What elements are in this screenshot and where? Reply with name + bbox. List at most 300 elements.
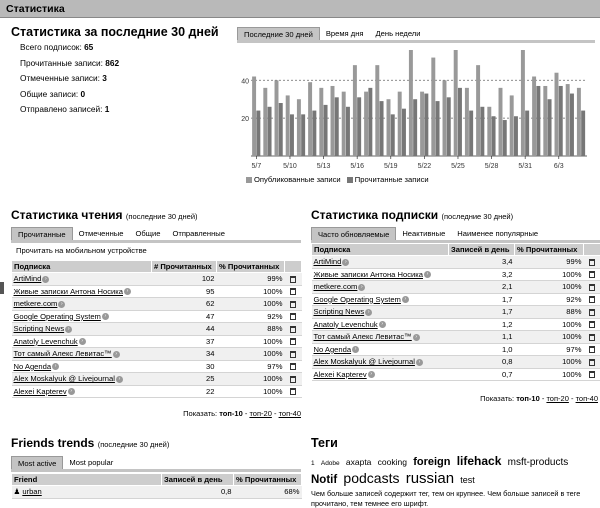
row-actions-cell	[285, 323, 302, 336]
subscription-link[interactable]: Scripting News	[13, 324, 65, 334]
row-value-cell: 1,2	[449, 318, 515, 331]
subs-table	[311, 243, 600, 381]
trash-icon[interactable]	[290, 338, 296, 345]
table-row	[12, 348, 302, 361]
friends-table	[11, 473, 302, 499]
row-value-cell: 34	[152, 348, 217, 361]
reading-tab-underline	[11, 240, 301, 243]
tag-link[interactable]: Adobe	[320, 460, 340, 467]
bar-published	[286, 95, 290, 156]
row-value-cell: 1,0	[449, 343, 515, 356]
bar-published	[409, 50, 413, 156]
tag-link[interactable]: Notif	[311, 474, 338, 486]
row-actions-cell	[285, 285, 302, 298]
bar-published	[398, 92, 402, 156]
bar-published	[566, 84, 570, 156]
pager-sep: -	[541, 394, 545, 403]
bar-published	[454, 50, 458, 156]
subscription-link[interactable]: No Agenda	[313, 344, 352, 354]
x-tick-label: 5/25	[451, 163, 465, 170]
row-subscription-cell	[12, 373, 152, 386]
summary-label: Прочитанные записи:	[20, 57, 103, 68]
bar-read	[458, 88, 462, 156]
collapse-handle[interactable]	[0, 282, 4, 294]
bar-published	[252, 77, 256, 157]
summary-label: Отправлено записей:	[20, 104, 103, 114]
row-value-cell: 47	[152, 310, 217, 323]
bar-published	[577, 88, 581, 156]
summary-value: 1	[104, 104, 110, 114]
trash-icon[interactable]	[589, 284, 595, 291]
row-actions-cell	[584, 318, 600, 331]
subs-title-text: Статистика подписки	[311, 208, 439, 222]
trash-icon[interactable]	[290, 276, 296, 283]
bar-read	[570, 94, 574, 156]
pager-sep: -	[273, 409, 277, 418]
row-percent-cell: 100%	[515, 331, 584, 344]
tab-starred[interactable]: Отмеченные	[78, 229, 124, 238]
bar-published	[465, 88, 469, 156]
subscription-link[interactable]: Google Operating System	[13, 311, 101, 321]
x-tick-label: 5/16	[350, 163, 364, 170]
subscription-link[interactable]: Google Operating System	[313, 294, 401, 304]
bar-read	[402, 109, 406, 156]
col-actions	[285, 261, 302, 273]
subscription-link[interactable]: Тот самый Алекс Левитас™	[13, 349, 112, 359]
table-row	[312, 268, 600, 281]
legend-swatch-read	[347, 177, 353, 183]
open-arrow-icon[interactable]: ›	[68, 388, 75, 395]
tag-cloud	[311, 454, 600, 488]
tag-link[interactable]: podcasts	[343, 470, 400, 486]
subs-tabs	[311, 227, 600, 241]
x-tick-label: 5/22	[417, 163, 432, 170]
tab-inactive[interactable]: Неактивные	[402, 229, 446, 238]
tab-frequent[interactable]: Часто обновляемые	[311, 227, 396, 241]
row-actions-cell	[285, 298, 302, 311]
bar-published	[510, 95, 514, 156]
trash-icon[interactable]	[290, 326, 296, 333]
open-arrow-icon[interactable]: ›	[52, 363, 59, 370]
x-tick-label: 5/13	[316, 163, 331, 170]
bar-read	[581, 111, 585, 156]
bar-read	[368, 88, 372, 156]
bar-published	[342, 92, 346, 156]
table-row	[312, 331, 600, 344]
subscription-link[interactable]: Alex Moskalyuk @ Livejournal	[313, 357, 415, 367]
summary-value: 3	[102, 73, 107, 83]
table-row	[312, 368, 600, 381]
trash-icon[interactable]	[589, 334, 595, 341]
row-value-cell: 25	[152, 373, 217, 386]
pager-top40[interactable]: топ-40	[278, 409, 301, 418]
bar-published	[319, 88, 323, 156]
open-arrow-icon[interactable]: ›	[413, 334, 420, 341]
bar-read	[413, 99, 417, 156]
row-value-cell: 62	[152, 298, 217, 311]
row-actions-cell	[584, 306, 600, 319]
x-tick-label: 6/3	[553, 163, 564, 170]
row-percent-cell: 100%	[515, 368, 584, 381]
row-actions-cell	[285, 273, 302, 286]
tag-link[interactable]: 1	[311, 460, 315, 467]
table-row	[312, 318, 600, 331]
bar-read	[346, 107, 350, 156]
bar-published	[331, 86, 335, 156]
open-arrow-icon[interactable]: ›	[102, 313, 109, 320]
tab-time-of-day[interactable]: Время дня	[325, 29, 364, 38]
subs-subtitle: (последние 30 дней)	[441, 212, 514, 221]
subscription-link[interactable]: Anatoly Levenchuk	[13, 336, 78, 346]
row-subscription-cell	[312, 331, 449, 344]
bar-read	[424, 94, 428, 156]
table-row	[12, 385, 302, 398]
subscription-link[interactable]: urban	[22, 487, 42, 497]
tab-most-active[interactable]: Most active	[11, 456, 63, 470]
row-value-cell: 3,4	[449, 256, 515, 269]
row-actions-cell	[584, 343, 600, 356]
x-tick-label: 5/10	[283, 163, 297, 170]
open-arrow-icon[interactable]: ›	[79, 338, 86, 345]
subscription-link[interactable]: Живые записки Антона Носика	[13, 286, 123, 296]
bar-read	[391, 114, 395, 156]
legend-swatch-published	[246, 177, 252, 183]
pager-top10[interactable]: топ-10	[219, 409, 243, 418]
row-subscription-cell	[12, 323, 152, 336]
row-percent-cell: 88%	[217, 323, 285, 336]
pager-top20[interactable]: топ-20	[546, 394, 569, 403]
row-percent-cell: 100%	[515, 268, 584, 281]
friends-tab-underline	[11, 469, 301, 472]
row-percent-cell: 99%	[515, 256, 584, 269]
row-subscription-cell	[12, 310, 152, 323]
subscription-link[interactable]: Живые записки Антона Носика	[313, 269, 423, 279]
trash-icon[interactable]	[290, 363, 296, 370]
trash-icon[interactable]	[589, 346, 595, 353]
row-value-cell: 22	[152, 385, 217, 398]
bar-read	[492, 116, 496, 156]
bar-read	[335, 97, 339, 156]
tab-read[interactable]: Прочитанные	[11, 227, 73, 241]
summary-label: Отмеченные записи:	[20, 73, 100, 83]
row-value-cell: 102	[152, 273, 217, 286]
open-arrow-icon[interactable]: ›	[352, 346, 359, 353]
row-value-cell: 37	[152, 335, 217, 348]
open-arrow-icon[interactable]: ›	[58, 301, 65, 308]
col-read-percent[interactable]: % Прочитанных	[515, 244, 584, 256]
table-row	[12, 310, 302, 323]
tag-link[interactable]: test	[460, 475, 475, 485]
row-value-cell: 2,1	[449, 281, 515, 294]
reading-table	[11, 260, 302, 398]
col-friend[interactable]: Friend	[12, 474, 162, 486]
row-percent-cell: 99%	[217, 273, 285, 286]
summary-row	[20, 89, 119, 105]
trash-icon[interactable]	[589, 309, 595, 316]
subscription-link[interactable]: Anatoly Levenchuk	[313, 319, 378, 329]
col-subscription[interactable]: Подписка	[12, 261, 152, 273]
y-tick-label: 40	[241, 78, 249, 86]
tab-last-30-days[interactable]: Последние 30 дней	[237, 27, 320, 41]
trash-icon[interactable]	[589, 321, 595, 328]
col-actions	[584, 244, 600, 256]
pager-sep: -	[570, 394, 574, 403]
open-arrow-icon[interactable]: ›	[379, 321, 386, 328]
row-subscription-cell	[12, 348, 152, 361]
tab-shared[interactable]: Общие	[135, 229, 161, 238]
summary-row	[20, 58, 119, 74]
pager-top20[interactable]: топ-20	[249, 409, 272, 418]
table-row	[12, 273, 302, 286]
summary-row	[20, 42, 119, 58]
bar-published	[263, 88, 267, 156]
summary-label: Всего подписок:	[20, 42, 82, 52]
bar-read	[514, 116, 518, 156]
bar-published	[543, 86, 547, 156]
friends-subtitle: (последние 30 дней)	[97, 440, 170, 449]
reading-tabs	[11, 227, 301, 241]
row-actions-cell	[285, 335, 302, 348]
row-subscription-cell	[12, 360, 152, 373]
col-posts-per-day[interactable]: Записей в день	[449, 244, 515, 256]
pager-label: Показать:	[480, 394, 515, 403]
bar-read	[357, 97, 361, 156]
pager-label: Показать:	[183, 409, 218, 418]
tag-link[interactable]: axapta	[345, 457, 372, 467]
table-row	[312, 281, 600, 294]
trash-icon[interactable]	[290, 313, 296, 320]
tab-sent[interactable]: Отправленные	[172, 229, 225, 238]
row-actions-cell	[584, 293, 600, 306]
row-value-cell: 3,2	[449, 268, 515, 281]
summary-value: 862	[105, 57, 120, 68]
tag-link[interactable]: cooking	[377, 457, 407, 467]
row-percent-cell: 100%	[515, 356, 584, 369]
bar-read	[447, 97, 451, 156]
row-percent-cell: 100%	[217, 373, 285, 386]
tag-link[interactable]: russian	[405, 470, 455, 487]
summary-value: 0	[80, 88, 86, 99]
bar-published	[308, 82, 312, 156]
row-actions-cell	[584, 368, 600, 381]
bar-published	[297, 99, 301, 156]
row-actions-cell	[584, 268, 600, 281]
reading-subtitle: (последние 30 дней)	[125, 212, 198, 221]
x-tick-label: 5/31	[518, 163, 532, 170]
bar-published	[431, 58, 435, 156]
trash-icon[interactable]	[290, 388, 296, 395]
bar-read	[436, 101, 440, 156]
subscription-link[interactable]: Alexei Kapterev	[313, 369, 367, 379]
open-arrow-icon[interactable]: ›	[342, 259, 349, 266]
subscription-link[interactable]: Alexei Kapterev	[13, 386, 67, 396]
row-actions-cell	[285, 373, 302, 386]
subs-pager	[311, 394, 598, 403]
row-percent-cell: 100%	[217, 385, 285, 398]
table-row	[12, 486, 302, 499]
x-tick-label: 5/19	[383, 163, 398, 170]
open-arrow-icon[interactable]: ›	[124, 288, 131, 295]
bar-read	[279, 103, 283, 156]
row-value-cell: 44	[152, 323, 217, 336]
bar-read	[268, 107, 272, 156]
bar-read	[548, 99, 552, 156]
open-arrow-icon[interactable]: ›	[365, 309, 372, 316]
subscription-link[interactable]: metkere.com	[13, 299, 58, 309]
row-percent-cell: 100%	[515, 318, 584, 331]
bar-read	[525, 111, 529, 156]
row-actions-cell	[584, 356, 600, 369]
open-arrow-icon[interactable]: ›	[416, 359, 423, 366]
summary-title: Статистика за последние 30 дней	[11, 25, 219, 39]
row-subscription-cell	[12, 486, 162, 499]
open-arrow-icon[interactable]: ›	[368, 371, 375, 378]
subscription-link[interactable]: No Agenda	[13, 361, 52, 371]
friends-title	[11, 436, 169, 450]
row-value-cell: 1,7	[449, 293, 515, 306]
row-percent-cell: 100%	[217, 335, 285, 348]
table-row	[312, 306, 600, 319]
trash-icon[interactable]	[589, 296, 595, 303]
row-subscription-cell	[312, 343, 449, 356]
subscription-link[interactable]: metkere.com	[313, 282, 358, 292]
trash-icon[interactable]	[589, 359, 595, 366]
trash-icon[interactable]	[290, 376, 296, 383]
row-actions-cell	[584, 331, 600, 344]
tag-link[interactable]: lifehack	[456, 454, 502, 468]
subscription-link[interactable]: Alex Moskalyuk @ Livejournal	[13, 374, 115, 384]
summary-value: 65	[84, 42, 94, 52]
col-posts-per-day[interactable]: Записей в день	[162, 474, 234, 486]
subscription-link[interactable]: Тот самый Алекс Левитас™	[313, 332, 412, 342]
legend-read: Прочитанные записи	[354, 175, 429, 184]
trash-icon[interactable]	[290, 351, 296, 358]
subscription-link[interactable]: ArtiMind	[13, 274, 42, 284]
open-arrow-icon[interactable]: ›	[42, 276, 49, 283]
bar-published	[443, 80, 447, 156]
reading-pager	[11, 409, 301, 418]
row-subscription-cell	[12, 385, 152, 398]
row-percent-cell: 100%	[515, 281, 584, 294]
tab-least-popular[interactable]: Наименее популярные	[457, 229, 539, 238]
subscription-link[interactable]: Scripting News	[313, 307, 365, 317]
bar-published	[353, 65, 357, 156]
table-row	[12, 360, 302, 373]
row-value-cell: 0,8	[449, 356, 515, 369]
open-arrow-icon[interactable]: ›	[113, 351, 120, 358]
bar-published	[387, 99, 391, 156]
row-actions-cell	[285, 348, 302, 361]
table-row	[312, 356, 600, 369]
row-percent-cell: 88%	[515, 306, 584, 319]
row-percent-cell: 92%	[217, 310, 285, 323]
trash-icon[interactable]	[290, 288, 296, 295]
mobile-read-link[interactable]: Прочитать на мобильном устройстве	[16, 246, 147, 255]
table-row	[12, 285, 302, 298]
x-tick-label: 5/7	[251, 163, 262, 170]
row-actions-cell	[285, 360, 302, 373]
row-percent-cell: 100%	[217, 285, 285, 298]
row-percent-cell: 100%	[217, 348, 285, 361]
row-subscription-cell	[312, 256, 449, 269]
bar-published	[364, 92, 368, 156]
tags-title: Теги	[311, 436, 338, 450]
open-arrow-icon[interactable]: ›	[424, 271, 431, 278]
row-subscription-cell	[312, 368, 449, 381]
trash-icon[interactable]	[589, 259, 595, 266]
page-header: Статистика	[0, 0, 600, 18]
reading-title	[11, 208, 198, 222]
col-read-count[interactable]: # Прочитанных	[152, 261, 217, 273]
open-arrow-icon[interactable]: ›	[358, 284, 365, 291]
bar-published	[555, 73, 559, 156]
col-subscription[interactable]: Подписка	[312, 244, 449, 256]
bar-read	[301, 114, 305, 156]
row-subscription-cell	[312, 293, 449, 306]
bar-published	[375, 65, 379, 156]
tag-link[interactable]: msft-products	[507, 457, 569, 468]
table-row	[12, 323, 302, 336]
row-percent-cell: 100%	[217, 298, 285, 311]
subs-title	[311, 208, 513, 222]
row-subscription-cell	[312, 356, 449, 369]
pager-top40[interactable]: топ-40	[575, 394, 598, 403]
row-percent-cell: 92%	[515, 293, 584, 306]
row-value-cell: 95	[152, 285, 217, 298]
tab-most-popular[interactable]: Most popular	[69, 458, 114, 467]
row-value-cell: 0,7	[449, 368, 515, 381]
col-read-percent[interactable]: % Прочитанных	[217, 261, 285, 273]
row-subscription-cell	[312, 268, 449, 281]
table-row	[12, 373, 302, 386]
chart-legend	[246, 175, 429, 184]
row-value-cell: 1,1	[449, 331, 515, 344]
friends-title-text: Friends trends	[11, 436, 95, 450]
bar-published	[532, 77, 536, 157]
bar-read	[480, 107, 484, 156]
tab-day-of-week[interactable]: День недели	[375, 29, 421, 38]
trash-icon[interactable]	[290, 301, 296, 308]
legend-published: Опубликованные записи	[254, 175, 341, 184]
bar-read	[536, 86, 540, 156]
open-arrow-icon[interactable]: ›	[402, 296, 409, 303]
subscription-link[interactable]: ArtiMind	[313, 257, 342, 267]
bar-published	[487, 107, 491, 156]
col-read-percent[interactable]: % Прочитанных	[234, 474, 302, 486]
row-subscription-cell	[12, 298, 152, 311]
tag-link[interactable]: foreign	[413, 456, 451, 468]
pager-top10[interactable]: топ-10	[516, 394, 540, 403]
trash-icon[interactable]	[589, 271, 595, 278]
summary-row	[20, 73, 119, 89]
open-arrow-icon[interactable]: ›	[116, 376, 123, 383]
summary-label: Общие записи:	[20, 88, 79, 99]
row-subscription-cell	[312, 281, 449, 294]
bar-published	[476, 65, 480, 156]
x-tick-label: 5/28	[484, 163, 499, 170]
bar-read	[380, 101, 384, 156]
table-row	[312, 343, 600, 356]
open-arrow-icon[interactable]: ›	[65, 326, 72, 333]
row-value-cell: 0,8	[162, 486, 234, 499]
pager-sep: -	[244, 409, 248, 418]
row-subscription-cell	[12, 335, 152, 348]
table-row	[12, 298, 302, 311]
row-actions-cell	[584, 281, 600, 294]
bar-published	[521, 50, 525, 156]
row-subscription-cell	[12, 285, 152, 298]
trash-icon[interactable]	[589, 371, 595, 378]
